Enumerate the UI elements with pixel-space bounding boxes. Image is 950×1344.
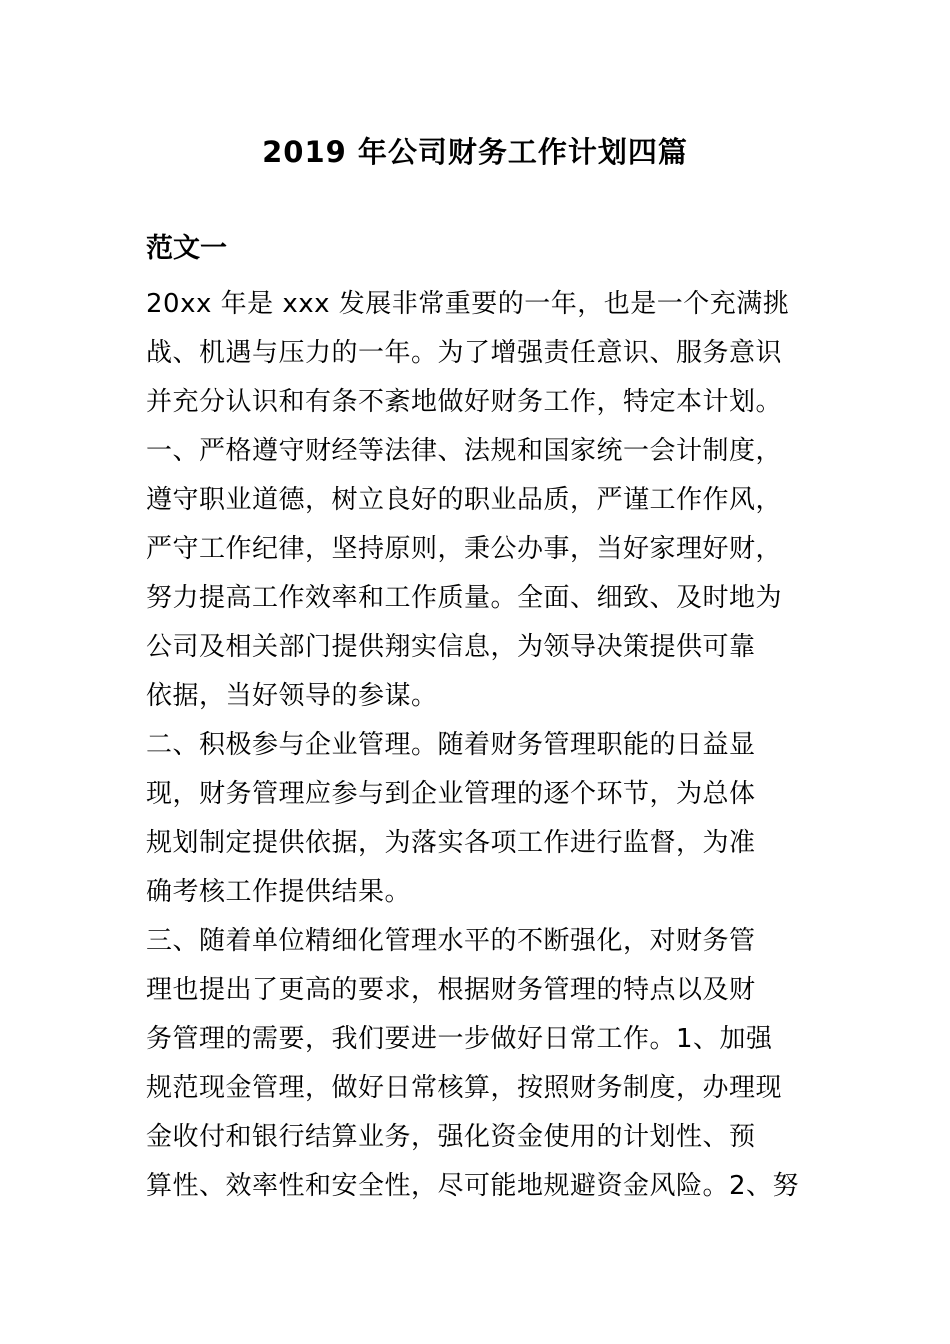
text-line: 严守工作纪律，坚持原则，秉公办事，当好家理好财，: [146, 534, 783, 564]
text-line: 依据，当好领导的参谋。: [146, 681, 438, 711]
text-line: 并充分认识和有条不紊地做好财务工作，特定本计划。: [146, 387, 783, 417]
text-line: 公司及相关部门提供翔实信息，为领导决策提供可靠: [146, 632, 756, 662]
text-line: 20xx 年是 xxx 发展非常重要的一年，也是一个充满挑: [146, 289, 790, 319]
text-line: 现，财务管理应参与到企业管理的逐个环节，为总体: [146, 779, 756, 809]
text-line: 确考核工作提供结果。: [146, 877, 412, 907]
text-line: 三、随着单位精细化管理水平的不断强化，对财务管: [146, 926, 756, 956]
text-line: 金收付和银行结算业务，强化资金使用的计划性、预: [146, 1122, 756, 1152]
paragraph-item-one: [146, 427, 826, 721]
document-title: 2019 年公司财务工作计划四篇: [262, 135, 688, 169]
paragraph-item-two: [146, 721, 826, 917]
paragraph-item-three: [146, 917, 826, 1211]
text-line: 努力提高工作效率和工作质量。全面、细致、及时地为: [146, 583, 783, 613]
paragraph-intro: [146, 280, 826, 427]
text-line: 规范现金管理，做好日常核算，按照财务制度，办理现: [146, 1073, 783, 1103]
document-body: [146, 280, 826, 1211]
text-line: 规划制定提供依据，为落实各项工作进行监督，为准: [146, 828, 756, 858]
text-line: 遵守职业道德，树立良好的职业品质，严谨工作作风，: [146, 485, 783, 515]
text-line: 二、积极参与企业管理。随着财务管理职能的日益显: [146, 730, 756, 760]
text-line: 一、严格遵守财经等法律、法规和国家统一会计制度，: [146, 436, 783, 466]
text-line: 战、机遇与压力的一年。为了增强责任意识、服务意识: [146, 338, 783, 368]
text-line: 算性、效率性和安全性，尽可能地规避资金风险。2、努: [146, 1171, 800, 1201]
text-line: 理也提出了更高的要求，根据财务管理的特点以及财: [146, 975, 756, 1005]
section-heading: 范文一: [146, 233, 227, 264]
text-line: 务管理的需要，我们要进一步做好日常工作。1、加强: [146, 1024, 773, 1054]
